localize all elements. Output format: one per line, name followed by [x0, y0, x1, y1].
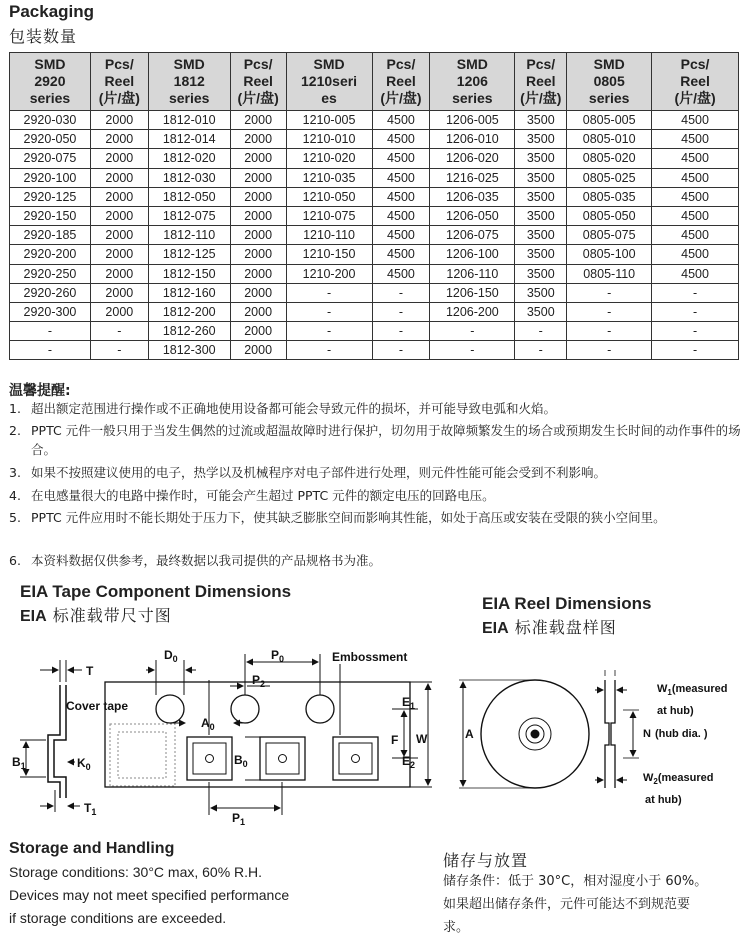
- table-cell: 1812-010: [148, 111, 230, 130]
- table-row: [10, 283, 739, 302]
- table-cell: 0805-050: [567, 206, 652, 225]
- table-cell: 1206-150: [430, 283, 515, 302]
- table-cell: 2000: [230, 226, 286, 245]
- table-cell: 2000: [90, 187, 148, 206]
- table-cell: 1210-020: [286, 149, 372, 168]
- table-cell: 4500: [372, 245, 430, 264]
- table-row: [10, 111, 739, 130]
- table-cell: 3500: [515, 206, 567, 225]
- storage-line: if storage conditions are exceeded.: [9, 910, 227, 926]
- note-item: 3. 如果不按照建议使用的电子，热学以及机械程序对电子部件进行处理，则元件性能可能会受到不利影响。: [9, 465, 607, 480]
- table-cell: 1216-025: [430, 168, 515, 187]
- table-cell: 2000: [90, 149, 148, 168]
- label-N: N (hub dia. ): [643, 728, 708, 740]
- table-cell: -: [515, 322, 567, 341]
- label-E2: $E_2$: [402, 754, 416, 770]
- table-cell: 3500: [515, 130, 567, 149]
- label-W1-note: at hub): [657, 705, 694, 717]
- col-header: SMD 0805 series: [567, 53, 652, 111]
- table-cell: 1812-014: [148, 130, 230, 149]
- table-cell: -: [652, 283, 739, 302]
- table-cell: 4500: [652, 111, 739, 130]
- table-cell: 3500: [515, 149, 567, 168]
- table-cell: 1206-010: [430, 130, 515, 149]
- table-cell: 1812-200: [148, 302, 230, 321]
- table-cell: -: [567, 341, 652, 360]
- table-cell: 1812-020: [148, 149, 230, 168]
- table-cell: 1206-200: [430, 302, 515, 321]
- packaging-table: [9, 52, 739, 360]
- table-cell: 3500: [515, 283, 567, 302]
- table-row: [10, 226, 739, 245]
- table-cell: 2000: [90, 130, 148, 149]
- table-cell: 4500: [372, 226, 430, 245]
- table-cell: 2000: [230, 245, 286, 264]
- table-cell: 3500: [515, 168, 567, 187]
- table-cell: -: [286, 302, 372, 321]
- table-cell: 1210-110: [286, 226, 372, 245]
- tape-diagram: [0, 640, 450, 830]
- table-cell: 2000: [90, 302, 148, 321]
- table-cell: 1206-035: [430, 187, 515, 206]
- notes-title: 温馨提醒:: [9, 383, 71, 399]
- table-row: [10, 206, 739, 225]
- table-row: [10, 341, 739, 360]
- table-cell: 2000: [230, 187, 286, 206]
- table-cell: -: [567, 322, 652, 341]
- label-T1: $T_1$: [84, 801, 97, 817]
- tape-body: [105, 682, 410, 787]
- label-B0: $B_0$: [234, 753, 248, 769]
- table-cell: 0805-035: [567, 187, 652, 206]
- col-header: Pcs/ Reel (片/盘): [652, 53, 739, 111]
- label-E1: $E_1$: [402, 695, 416, 711]
- table-cell: 2920-100: [10, 168, 91, 187]
- table-cell: 4500: [372, 149, 430, 168]
- label-D0: $D_0$: [164, 648, 178, 664]
- table-cell: 1210-200: [286, 264, 372, 283]
- storage-line-cn: 求。: [443, 920, 470, 935]
- table-cell: 1206-050: [430, 206, 515, 225]
- table-cell: 2000: [230, 149, 286, 168]
- table-cell: 0805-010: [567, 130, 652, 149]
- table-cell: 0805-005: [567, 111, 652, 130]
- table-cell: 2000: [230, 283, 286, 302]
- table-cell: 2920-050: [10, 130, 91, 149]
- table-cell: 4500: [372, 168, 430, 187]
- table-cell: 2920-200: [10, 245, 91, 264]
- table-cell: 0805-110: [567, 264, 652, 283]
- table-cell: 1812-030: [148, 168, 230, 187]
- table-row: [10, 264, 739, 283]
- table-cell: -: [372, 283, 430, 302]
- notes-list: [9, 399, 744, 574]
- table-cell: -: [372, 341, 430, 360]
- table-cell: 1206-005: [430, 111, 515, 130]
- table-cell: -: [286, 341, 372, 360]
- table-cell: 2920-185: [10, 226, 91, 245]
- table-row: [10, 245, 739, 264]
- table-row: [10, 322, 739, 341]
- tape-title: EIA Tape Component Dimensions: [20, 582, 292, 601]
- table-cell: 1210-050: [286, 187, 372, 206]
- table-cell: 4500: [652, 149, 739, 168]
- table-cell: 4500: [652, 226, 739, 245]
- note-item: 2. PPTC 元件一般只用于当发生偶然的过流或超温故障时进行保护，切勿用于故障频繁发生的场合或预期发生长时间的动作事件的场合。: [9, 423, 741, 457]
- table-cell: 2000: [90, 245, 148, 264]
- table-cell: 2000: [90, 111, 148, 130]
- table-cell: 2000: [90, 283, 148, 302]
- col-header: SMD 1812 series: [148, 53, 230, 111]
- table-cell: 2000: [90, 206, 148, 225]
- note-item: 4. 在电感量很大的电路中操作时，可能会产生超过 PPTC 元件的额定电压的回路电压。: [9, 488, 495, 503]
- table-cell: 4500: [652, 245, 739, 264]
- tape-side-profile: [48, 685, 66, 798]
- table-cell: 4500: [652, 206, 739, 225]
- table-cell: 1812-110: [148, 226, 230, 245]
- table-cell: 2000: [230, 206, 286, 225]
- note-item: 6. 本资料数据仅供参考，最终数据以我司提供的产品规格书为准。: [9, 553, 382, 568]
- table-cell: 3500: [515, 187, 567, 206]
- table-cell: 2920-125: [10, 187, 91, 206]
- col-header: Pcs/ Reel (片/盘): [230, 53, 286, 111]
- table-cell: 1210-005: [286, 111, 372, 130]
- label-W: W: [416, 732, 428, 746]
- note-item: 1. 超出额定范围进行操作或不正确地使用设备都可能会导致元件的损坏，并可能导致电弧和火焰。: [9, 401, 557, 416]
- table-cell: -: [286, 283, 372, 302]
- table-cell: -: [372, 302, 430, 321]
- table-cell: 1812-050: [148, 187, 230, 206]
- table-cell: 1210-075: [286, 206, 372, 225]
- table-cell: 1206-110: [430, 264, 515, 283]
- label-W2-note: at hub): [645, 794, 682, 806]
- storage-title-cn: 储存与放置: [443, 851, 529, 870]
- label-T: T: [86, 664, 94, 678]
- label-P0: $P_0$: [271, 648, 285, 664]
- table-cell: -: [652, 341, 739, 360]
- table-cell: 1206-100: [430, 245, 515, 264]
- table-cell: 3500: [515, 302, 567, 321]
- table-cell: 2000: [230, 322, 286, 341]
- table-cell: -: [90, 341, 148, 360]
- table-cell: 1812-150: [148, 264, 230, 283]
- reel-title: EIA Reel Dimensions: [482, 594, 652, 613]
- storage-line-cn: 如果超出储存条件，元件可能达不到规范要: [443, 897, 691, 912]
- table-cell: -: [286, 322, 372, 341]
- table-cell: 4500: [372, 264, 430, 283]
- table-cell: -: [430, 322, 515, 341]
- col-header: Pcs/ Reel (片/盘): [372, 53, 430, 111]
- table-cell: 2000: [230, 130, 286, 149]
- table-cell: 1812-260: [148, 322, 230, 341]
- table-cell: 0805-075: [567, 226, 652, 245]
- col-header: SMD 2920 series: [10, 53, 91, 111]
- col-header: Pcs/ Reel (片/盘): [90, 53, 148, 111]
- table-cell: 1206-075: [430, 226, 515, 245]
- table-cell: 2000: [90, 226, 148, 245]
- table-cell: 4500: [372, 206, 430, 225]
- table-cell: 0805-100: [567, 245, 652, 264]
- table-row: [10, 168, 739, 187]
- table-cell: 2920-075: [10, 149, 91, 168]
- table-row: [10, 149, 739, 168]
- storage-line: Devices may not meet specified performance: [9, 887, 290, 903]
- table-row: [10, 187, 739, 206]
- table-cell: 4500: [652, 264, 739, 283]
- table-cell: 2920-150: [10, 206, 91, 225]
- table-cell: 1812-300: [148, 341, 230, 360]
- table-cell: 1812-160: [148, 283, 230, 302]
- table-cell: 1210-035: [286, 168, 372, 187]
- table-cell: 4500: [372, 187, 430, 206]
- table-row: [10, 130, 739, 149]
- reel-title-cn: EIA 标准载盘样图: [482, 618, 617, 637]
- label-A: A: [465, 727, 474, 741]
- table-cell: -: [567, 302, 652, 321]
- table-row: [10, 302, 739, 321]
- label-cover-tape: Cover tape: [66, 699, 129, 713]
- table-cell: -: [10, 322, 91, 341]
- table-cell: 2920-030: [10, 111, 91, 130]
- label-B1: $B_1$: [12, 755, 26, 771]
- table-cell: 1210-150: [286, 245, 372, 264]
- table-cell: -: [10, 341, 91, 360]
- label-W2: $W_2(measured$: [643, 772, 714, 786]
- label-P1: $P_1$: [232, 811, 246, 827]
- table-cell: -: [372, 322, 430, 341]
- table-cell: 3500: [515, 226, 567, 245]
- table-cell: 1812-125: [148, 245, 230, 264]
- table-cell: -: [515, 341, 567, 360]
- table-cell: 4500: [652, 168, 739, 187]
- table-cell: 0805-020: [567, 149, 652, 168]
- note-item: 5. PPTC 元件应用时不能长期处于压力下，使其缺乏膨胀空间而影响其性能，如处于高压或安装在受限的狭小空间里。: [9, 510, 666, 525]
- label-embossment: Embossment: [332, 650, 408, 664]
- storage-line: Storage conditions: 30°C max, 60% R.H.: [9, 864, 263, 880]
- table-cell: 3500: [515, 264, 567, 283]
- table-cell: 2000: [90, 264, 148, 283]
- storage-title: Storage and Handling: [9, 840, 175, 857]
- table-cell: 2000: [230, 168, 286, 187]
- col-header: Pcs/ Reel (片/盘): [515, 53, 567, 111]
- table-cell: 2920-300: [10, 302, 91, 321]
- table-cell: 1206-020: [430, 149, 515, 168]
- table-cell: 1812-075: [148, 206, 230, 225]
- table-cell: 4500: [652, 130, 739, 149]
- label-K0: $K_0$: [77, 756, 91, 772]
- table-cell: 0805-025: [567, 168, 652, 187]
- table-cell: 4500: [372, 111, 430, 130]
- label-P2: $P_2$: [252, 673, 266, 689]
- label-W1: $W_1(measured$: [657, 683, 728, 697]
- table-cell: 2000: [230, 111, 286, 130]
- table-cell: -: [90, 322, 148, 341]
- storage-line-cn: 储存条件：低于 30°C，相对湿度小于 60%。: [443, 874, 708, 889]
- table-cell: 2000: [230, 302, 286, 321]
- table-cell: -: [652, 302, 739, 321]
- packaging-title: Packaging: [9, 2, 95, 21]
- table-cell: -: [430, 341, 515, 360]
- table-cell: -: [567, 283, 652, 302]
- table-cell: 1210-010: [286, 130, 372, 149]
- table-cell: 2920-260: [10, 283, 91, 302]
- table-cell: 2920-250: [10, 264, 91, 283]
- col-header: SMD 1210seri es: [286, 53, 372, 111]
- table-cell: 2000: [230, 264, 286, 283]
- tape-title-cn: EIA 标准载带尺寸图: [20, 606, 172, 625]
- table-cell: 2000: [90, 168, 148, 187]
- table-header-row: [10, 53, 739, 111]
- label-F: F: [391, 733, 399, 747]
- reel-side-view: [605, 680, 615, 788]
- reel-diagram: [455, 670, 745, 815]
- col-header: SMD 1206 series: [430, 53, 515, 111]
- table-cell: 2000: [230, 341, 286, 360]
- table-cell: 4500: [372, 130, 430, 149]
- table-cell: 3500: [515, 111, 567, 130]
- table-cell: -: [652, 322, 739, 341]
- packaging-title-cn: 包装数量: [9, 27, 78, 46]
- table-cell: 4500: [652, 187, 739, 206]
- label-A0: $A_0$: [201, 716, 215, 732]
- table-cell: 3500: [515, 245, 567, 264]
